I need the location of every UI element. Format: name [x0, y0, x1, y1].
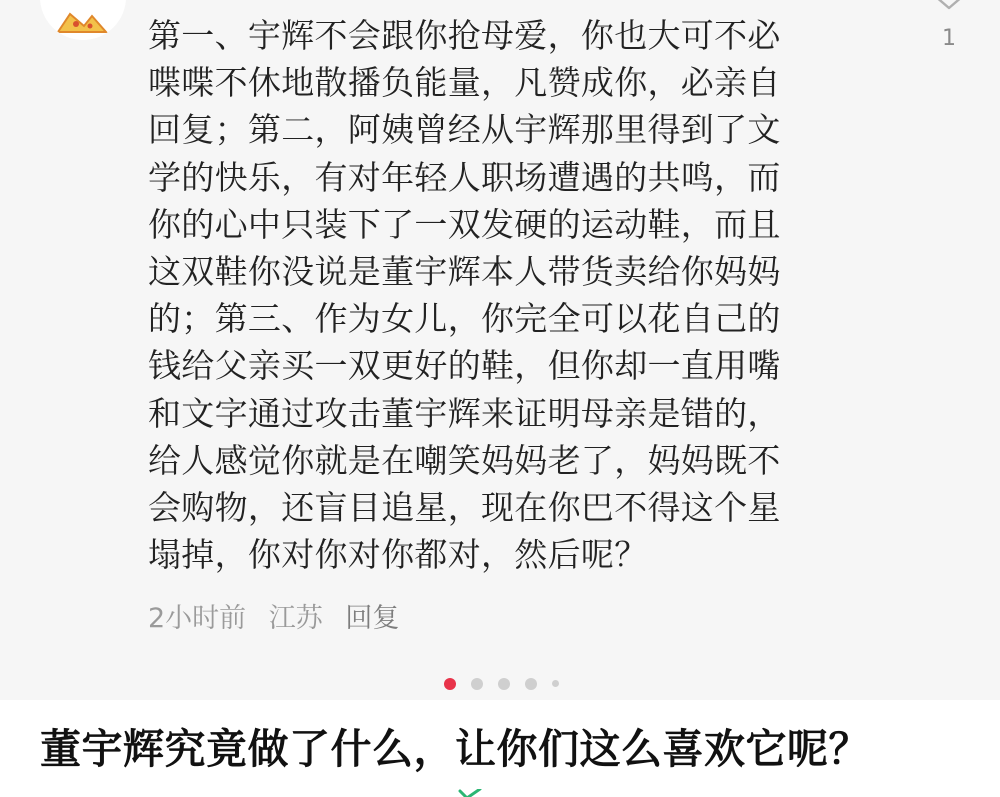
pager-dot[interactable]	[498, 678, 510, 690]
comment-line: 会购物，还盲目追星，现在你巴不得这个星	[148, 488, 781, 528]
comment-line: 和文字通过攻击董宇辉来证明母亲是错的，	[148, 393, 781, 433]
pager-dot[interactable]	[525, 678, 537, 690]
like-heart-icon	[932, 0, 966, 14]
comment-location: 江苏	[268, 603, 323, 634]
reply-button[interactable]: 回复	[345, 603, 400, 634]
comment-line: 你的心中只装下了一双发硬的运动鞋，而且	[148, 204, 781, 244]
carousel-pager	[444, 673, 569, 687]
like-count: 1	[942, 26, 956, 51]
comment-meta	[148, 596, 413, 635]
comment-line: 这双鞋你没说是董宇辉本人带货卖给你妈妈	[148, 252, 781, 292]
like-button[interactable]	[924, 0, 974, 58]
comment-line: 喋喋不休地散播负能量，凡赞成你，必亲自	[148, 63, 781, 103]
comment-line: 学的快乐，有对年轻人职场遭遇的共鸣，而	[148, 157, 781, 197]
comment-line: 塌掉，你对你对你都对，然后呢？	[148, 535, 648, 575]
pager-dot[interactable]	[471, 678, 483, 690]
comment-line: 给人感觉你就是在嘲笑妈妈老了，妈妈既不	[148, 440, 781, 480]
comment-line: 回复；第二，阿姨曾经从宇辉那里得到了文	[148, 110, 781, 150]
avatar[interactable]	[40, 0, 126, 40]
comment-text	[148, 12, 848, 578]
comment-time: 2小时前	[148, 603, 247, 634]
pager-dot[interactable]	[552, 680, 559, 687]
pager-dot[interactable]	[444, 678, 456, 690]
avatar-illustration-icon	[40, 0, 126, 40]
comment-line: 钱给父亲买一双更好的鞋，但你却一直用嘴	[148, 346, 781, 386]
question-title[interactable]: 董宇辉究竟做了什么，让你们这么喜欢它呢？	[40, 725, 870, 773]
comment-line: 的；第三、作为女儿，你完全可以花自己的	[148, 299, 781, 339]
comment-line: 第一、宇辉不会跟你抢母爱，你也大可不必	[148, 16, 781, 55]
check-mark-icon	[458, 786, 482, 797]
